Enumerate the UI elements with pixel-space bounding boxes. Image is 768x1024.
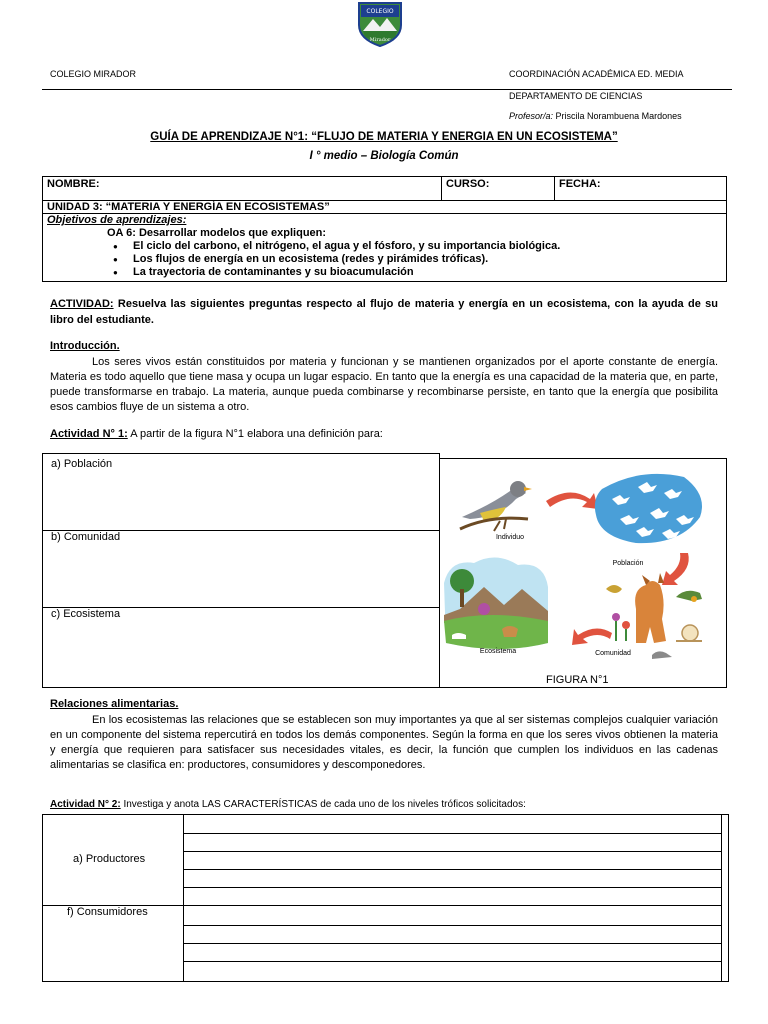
ecosistema-label: c) Ecosistema (51, 608, 121, 620)
relaciones-paragraph (50, 713, 718, 773)
act1-text: A partir de la figura N°1 elabora una definición para: (127, 428, 383, 440)
relaciones-heading: Relaciones alimentarias. (50, 698, 179, 710)
objectives-list (107, 240, 722, 279)
figure-box (439, 458, 727, 688)
bird-individual-icon (460, 481, 532, 531)
actividad-paragraph (50, 296, 718, 328)
act2-instructions (50, 799, 526, 810)
act2-label: Actividad N° 2: (50, 799, 121, 810)
teacher-line (509, 111, 682, 121)
figure-label-ecosistema: Ecosistema (479, 648, 517, 655)
act1-label: Actividad N° 1: (50, 428, 128, 440)
intro-text: Los seres vivos están constituidos por materia y funcionan y se mantienen organizados por el aporte constante de energía. Materia es todo aquello que tiene masa y ocupa un lugar espacio. En tanto que la energía es una capacidad de la materia que, en parte, puede transformarse en trabajo. La materia, aunque pueda combinarse y recombinarse persiste, en tanto que la energía que posibilita esos cambios fluye de un sistema a otro. (50, 356, 718, 413)
course-label: CURSO: (442, 177, 555, 201)
objective-item: ● El ciclo del carbono, el nitrógeno, el agua y el fósforo, y su importancia biológica. (107, 240, 722, 253)
logo-text-top: COLEGIO (366, 8, 394, 15)
objective-item: ● Los flujos de energía en un ecosistema (redes y pirámides tróficas). (107, 253, 722, 266)
arrow-icon (662, 553, 689, 585)
intro-paragraph (50, 355, 718, 415)
intro-heading: Introducción. (50, 340, 120, 352)
logo-text-bottom: Mirador (369, 37, 391, 43)
info-table (42, 176, 727, 282)
consumidores-label: f) Consumidores (67, 906, 148, 918)
act2-table (42, 814, 729, 982)
productores-label: a) Productores (73, 853, 146, 865)
comunidad-label: b) Comunidad (51, 531, 121, 543)
figure-caption: FIGURA N°1 (546, 674, 609, 686)
act1-instructions (50, 428, 383, 440)
oa-text: OA 6: Desarrollar modelos que expliquen: (107, 227, 327, 239)
figure-label-poblacion: Población (612, 560, 644, 567)
department: DEPARTAMENTO DE CIENCIAS (509, 91, 643, 101)
coordination: COORDINACIÓN ACADÉMICA ED. MEDIA (509, 69, 684, 79)
figure-label-comunidad: Comunidad (595, 650, 631, 657)
act2-text: Investiga y anota LAS CARACTERÍSTICAS de cada uno de los niveles tróficos solicitados: (120, 799, 526, 810)
bird-flock-icon (595, 474, 702, 543)
answer-lines (183, 815, 722, 981)
act1-answer-box (42, 453, 440, 688)
page-title: GUÍA DE APRENDIZAJE N°1: “FLUJO DE MATERIA Y ENERGIA EN UN ECOSISTEMA” (150, 131, 618, 143)
date-label: FECHA: (555, 177, 727, 201)
actividad-text: Resuelva las siguientes preguntas respecto al flujo de materia y energía en un ecosistema, con la ayuda de su libro del estudiante. (50, 298, 718, 326)
page-subtitle: I ° medio – Biología Común (309, 150, 459, 162)
relaciones-text: En los ecosistemas las relaciones que se establecen son muy importantes ya que al ser sistemas complejos cualquier variación en un componente del sistema repercutirá en todos los demás componentes. Según la forma en que los seres vivos obtienen la materia y energía que requieren para satisfacer sus necesidades vitales, es decir, la función que cumplen los individuos en las cadenas alimentarias se clasifica en: productores, consumidores y descomponedores. (50, 714, 718, 771)
header-rule (42, 89, 732, 90)
school-logo (355, 1, 405, 47)
school-name: COLEGIO MIRADOR (50, 69, 137, 79)
ecology-figure (440, 459, 726, 687)
figure-label-individuo: Individuo (495, 534, 525, 541)
community-icon (606, 573, 702, 659)
poblacion-label: a) Población (51, 458, 113, 470)
objectives-title: Objetivos de aprendizajes: (47, 214, 187, 226)
ecosystem-landscape-icon (444, 557, 548, 649)
actividad-label: ACTIVIDAD: (50, 298, 114, 310)
name-label: NOMBRE: (43, 177, 442, 201)
teacher-label: Profesor/a: (509, 111, 554, 121)
teacher-name: Priscila Norambuena Mardones (555, 111, 682, 121)
objective-item: ● La trayectoria de contaminantes y su bioacumulación (107, 266, 722, 279)
arrow-icon (546, 492, 598, 509)
unit-title: UNIDAD 3: “MATERIA Y ENERGÍA EN ECOSISTEMAS” (43, 201, 727, 214)
arrow-icon (572, 628, 612, 645)
objectives-cell (43, 214, 727, 282)
